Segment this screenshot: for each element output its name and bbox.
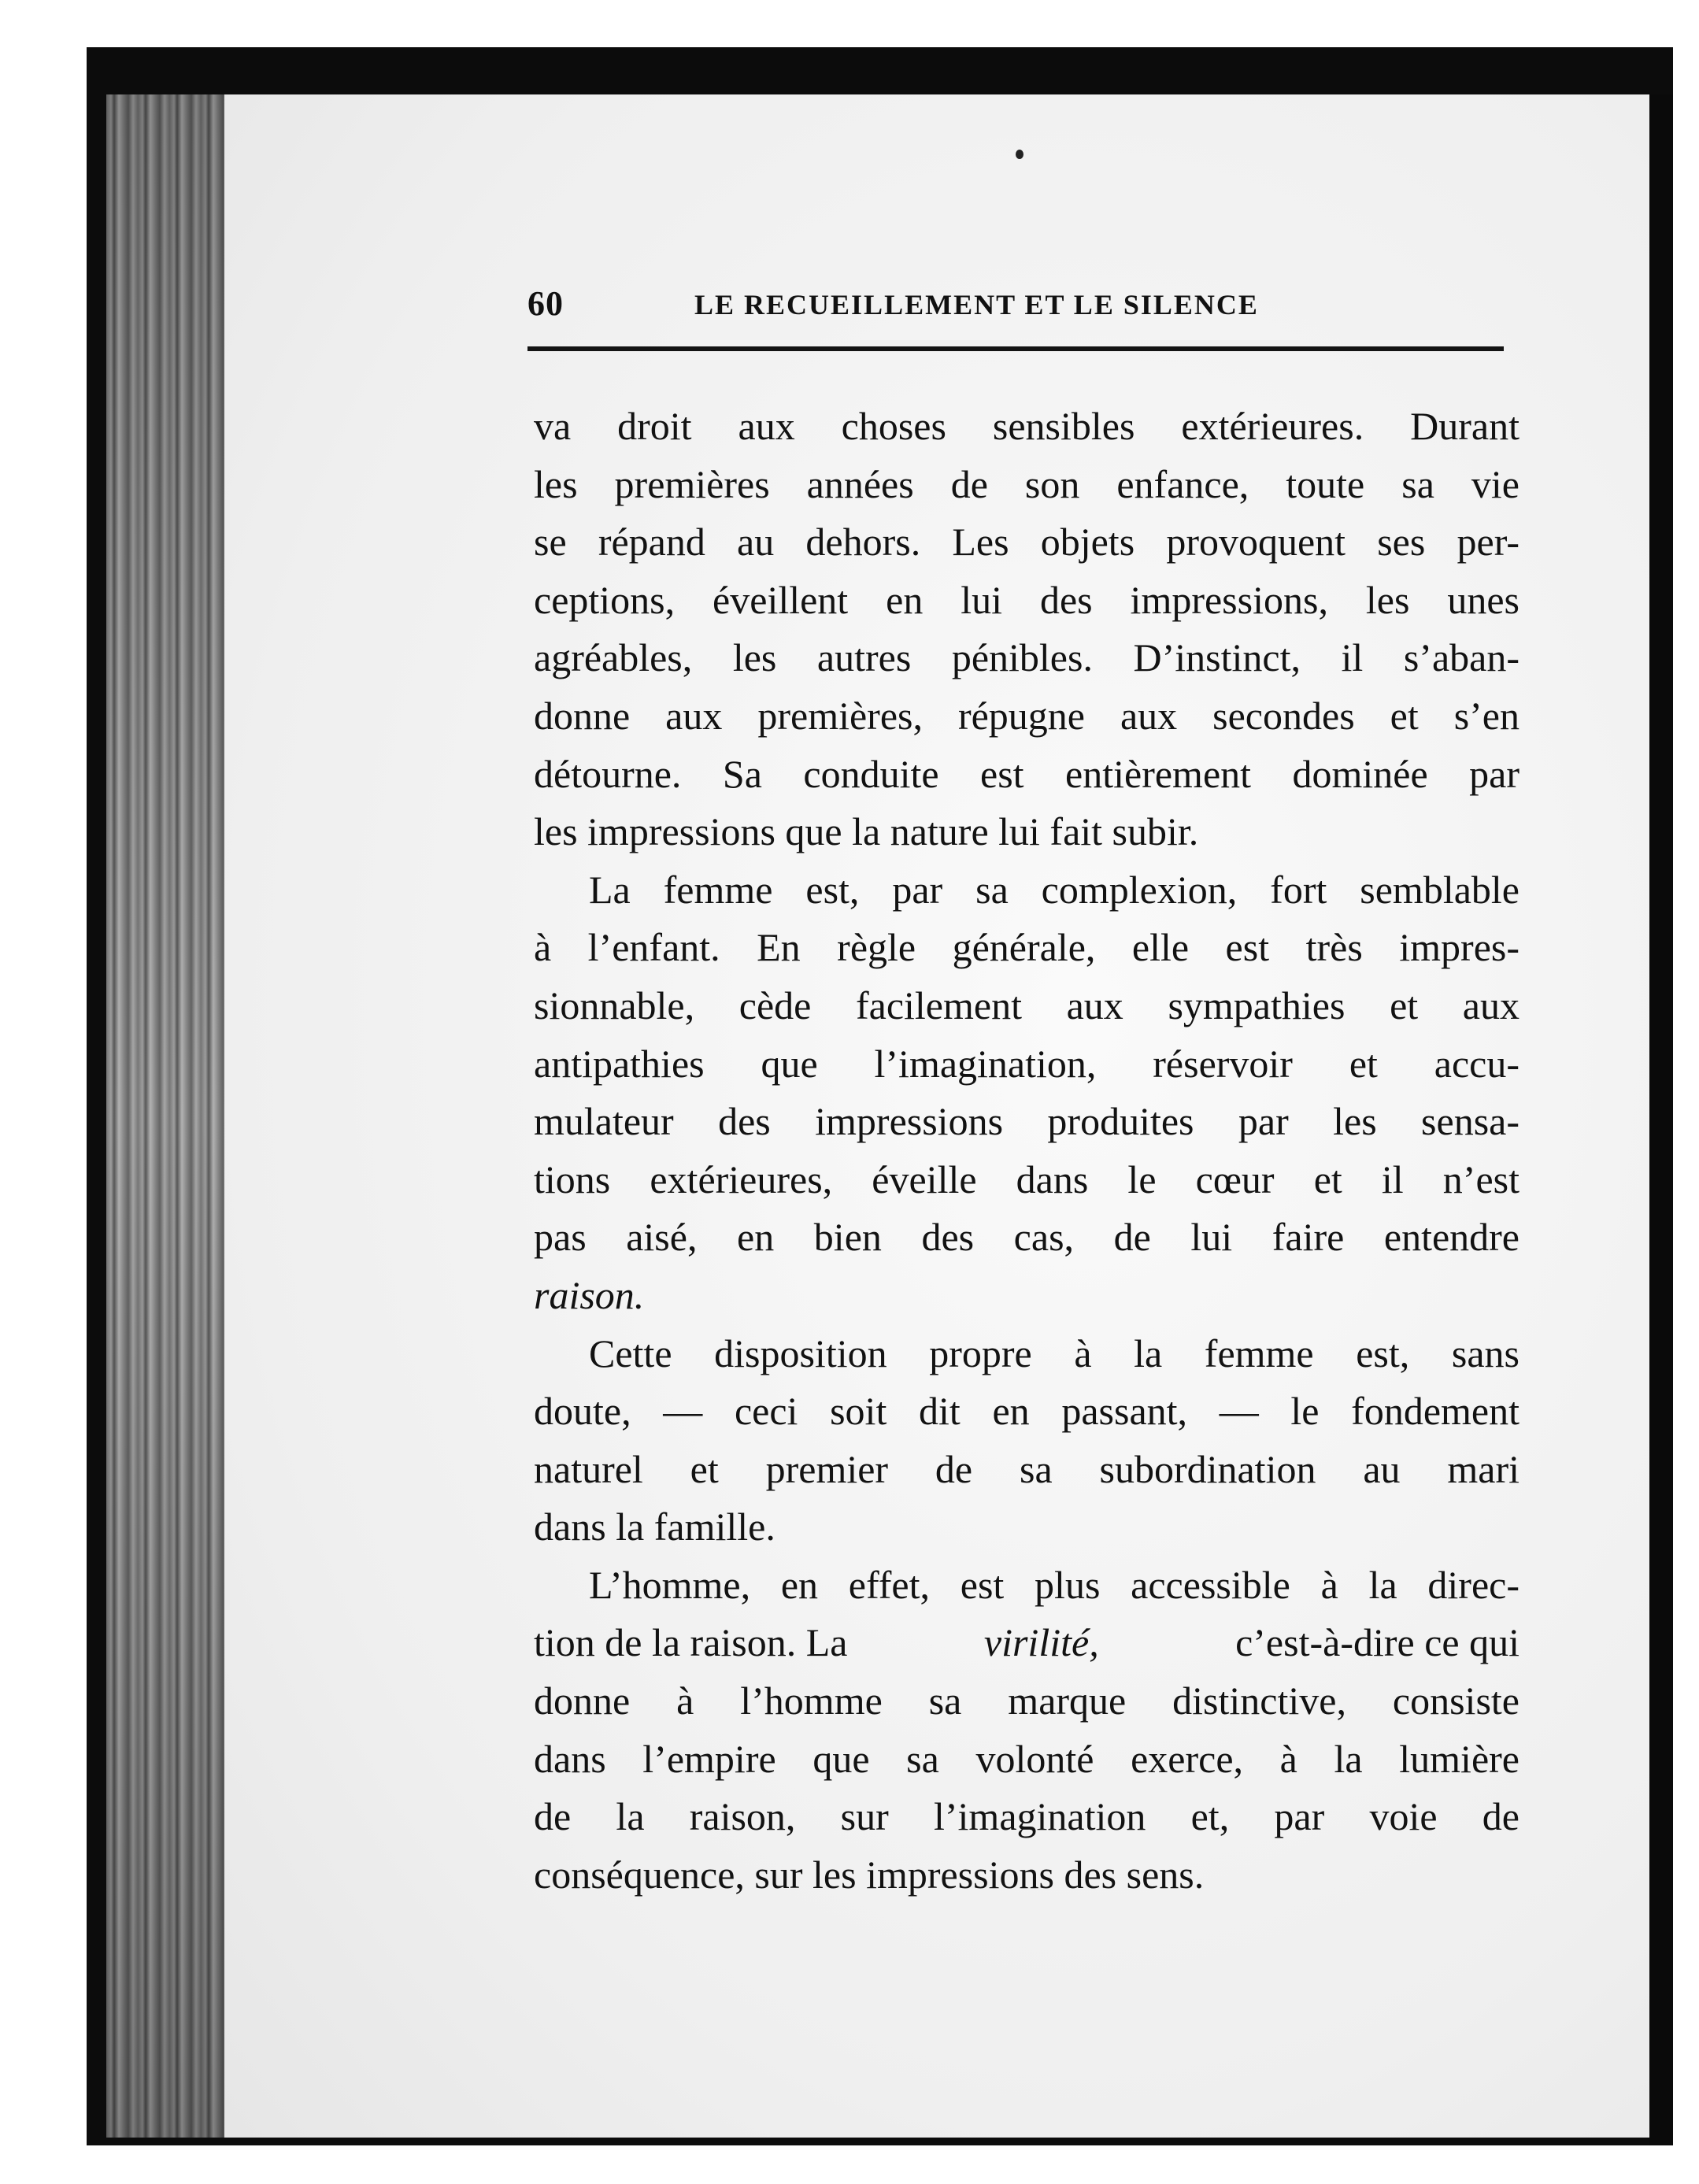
text-line: se répand au dehors. Les objets provoquent ses per- xyxy=(534,520,1519,565)
text-line: les premières années de son enfance, toute sa vie xyxy=(534,461,1519,506)
text-line: La femme est, par sa complexion, fort semblable xyxy=(589,867,1519,912)
text-line: détourne. Sa conduite est entièrement dominée par xyxy=(534,751,1519,796)
text-line: doute, — ceci soit dit en passant, — le fondement xyxy=(534,1389,1519,1434)
scan-border-right xyxy=(1649,94,1673,2145)
text-segment: tion de la raison. La xyxy=(534,1620,848,1665)
text-line: raison. xyxy=(534,1272,645,1317)
ink-speck xyxy=(1016,150,1023,159)
body-text xyxy=(534,398,1519,1904)
page-number: 60 xyxy=(527,284,564,323)
text-line: antipathies que l’imagination, réservoir et accu- xyxy=(534,1041,1519,1086)
text-line: conséquence, sur les impressions des sens. xyxy=(534,1852,1205,1897)
text-line: donne aux premières, répugne aux secondes et s’en xyxy=(534,693,1519,738)
italic-word: virilité, xyxy=(983,1620,1099,1665)
text-line: de la raison, sur l’imagination et, par voie de xyxy=(534,1794,1519,1839)
text-line: donne à l’homme sa marque distinctive, consiste xyxy=(534,1679,1519,1723)
running-title: LE RECUEILLEMENT ET LE SILENCE xyxy=(694,289,1259,320)
text-line: tions extérieures, éveille dans le cœur et il n’est xyxy=(534,1157,1519,1201)
text-line: à l’enfant. En règle générale, elle est très impres- xyxy=(534,925,1519,970)
text-line: les impressions que la nature lui fait subir. xyxy=(534,809,1199,854)
text-line: va droit aux choses sensibles extérieures. Durant xyxy=(534,404,1519,448)
page-header xyxy=(527,283,1504,331)
text-line: dans l’empire que sa volonté exerce, à la lumière xyxy=(534,1736,1519,1781)
text-line-mixed xyxy=(534,1614,1519,1672)
text-line: L’homme, en effet, est plus accessible à la direc- xyxy=(589,1562,1519,1607)
text-line: Cette disposition propre à la femme est, sans xyxy=(589,1331,1519,1375)
text-line: pas aisé, en bien des cas, de lui faire entendre xyxy=(534,1215,1519,1260)
text-segment: c’est-à-dire ce qui xyxy=(1235,1620,1519,1665)
text-line: naturel et premier de sa subordination au mari xyxy=(534,1446,1519,1491)
text-line: mulateur des impressions produites par les sensa- xyxy=(534,1099,1519,1144)
text-line: sionnable, cède facilement aux sympathies et aux xyxy=(534,983,1519,1027)
header-rule xyxy=(527,346,1504,351)
text-line: agréables, les autres pénibles. D’instinct, il s’aban- xyxy=(534,635,1519,680)
text-line: dans la famille. xyxy=(534,1505,775,1549)
book-spine-shade xyxy=(106,94,224,2138)
text-line: ceptions, éveillent en lui des impressions, les unes xyxy=(534,577,1519,622)
